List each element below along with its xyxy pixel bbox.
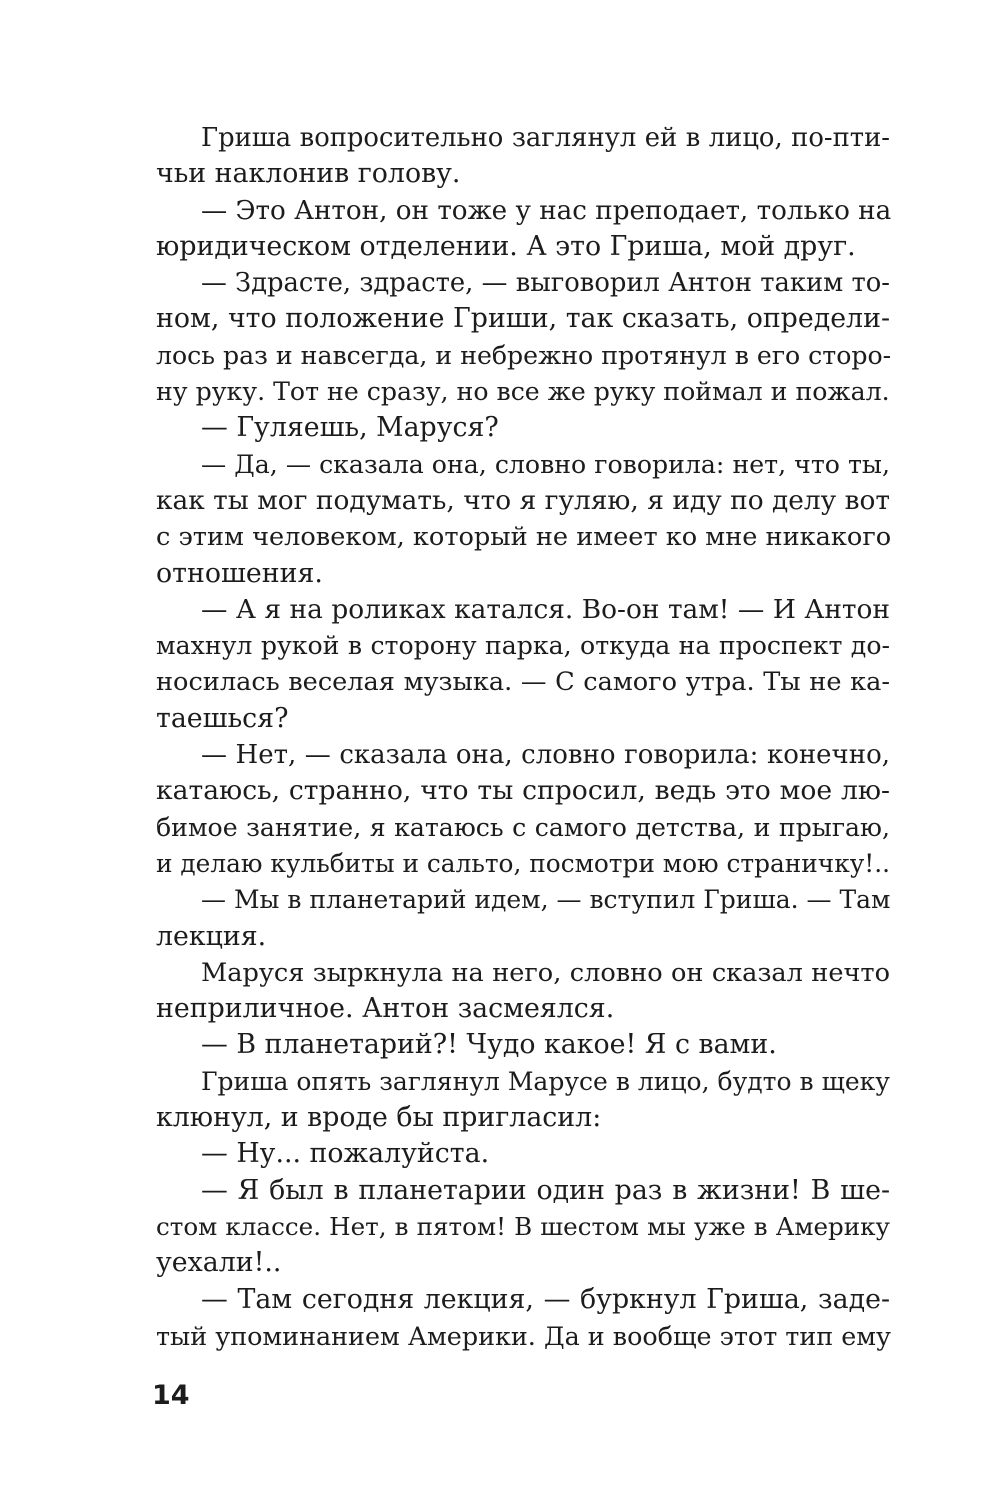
text-line: — Я был в планетарии один раз в жизни! В ше- bbox=[201, 1174, 890, 1206]
text-line: клюнул, и вроде бы пригласил: bbox=[156, 1102, 602, 1134]
text-line: и делаю кульбиты и сальто, посмотри мою страничку!.. bbox=[156, 848, 891, 878]
text-line: махнул рукой в сторону парка, откуда на проспект до- bbox=[156, 631, 890, 661]
text-line: катаюсь, странно, что ты спросил, ведь это мое лю- bbox=[156, 775, 890, 807]
text-line: уехали!.. bbox=[156, 1247, 282, 1279]
text-line: носилась веселая музыка. — С самого утра. Ты не ка- bbox=[156, 667, 890, 698]
text-line: тый упоминанием Америки. Да и вообще этот тип ему bbox=[156, 1320, 891, 1351]
text-line: — В планетарий?! Чудо какое! Я с вами. bbox=[201, 1029, 777, 1061]
text-line: отношения. bbox=[156, 557, 323, 589]
text-line: — Там сегодня лекция, — буркнул Гриша, заде- bbox=[201, 1283, 890, 1315]
text-line: Гриша опять заглянул Марусе в лицо, будто в щеку bbox=[201, 1066, 890, 1096]
text-line: — Да, — сказала она, словно говорила: нет, что ты, bbox=[201, 449, 890, 479]
text-line: — Мы в планетарий идем, — вступил Гриша. — Там bbox=[201, 885, 891, 915]
text-line: — А я на роликах катался. Во-он там! — И Антон bbox=[201, 593, 890, 625]
text-line: — Это Антон, он тоже у нас преподает, только на bbox=[201, 195, 892, 226]
text-line: — Ну... пожалуйста. bbox=[201, 1138, 490, 1170]
text-line: неприличное. Антон засмеялся. bbox=[156, 993, 615, 1025]
text-line: таешься? bbox=[156, 702, 289, 734]
text-line: — Гуляешь, Маруся? bbox=[201, 412, 499, 444]
text-line: юридическом отделении. А это Гриша, мой друг. bbox=[156, 230, 856, 262]
text-line: как ты мог подумать, что я гуляю, я иду по делу вот bbox=[156, 484, 890, 516]
text-line: чьи наклонив голову. bbox=[156, 158, 461, 190]
text-line: с этим человеком, который не имеет ко мне никакого bbox=[156, 522, 892, 553]
text-line: ном, что положение Гриши, так сказать, определи- bbox=[156, 303, 890, 335]
text-line: Маруся зыркнула на него, словно он сказал нечто bbox=[201, 957, 890, 988]
book-page-text bbox=[156, 120, 890, 1354]
text-line: бимое занятие, я катаюсь с самого детства, и прыгаю, bbox=[156, 812, 890, 842]
page-number: 14 bbox=[152, 1380, 190, 1411]
text-line: стом классе. Нет, в пятом! В шестом мы уже в Америку bbox=[156, 1211, 890, 1241]
text-line: Гриша вопросительно заглянул ей в лицо, по-пти- bbox=[201, 123, 890, 153]
text-line: ну руку. Тот не сразу, но все же руку поймал и пожал. bbox=[156, 377, 890, 407]
text-line: — Здрасте, здрасте, — выговорил Антон таким то- bbox=[201, 268, 890, 299]
text-line: — Нет, — сказала она, словно говорила: конечно, bbox=[201, 740, 890, 771]
text-line: лекция. bbox=[156, 920, 267, 952]
text-line: лось раз и навсегда, и небрежно протянул в его сторо- bbox=[156, 340, 892, 370]
